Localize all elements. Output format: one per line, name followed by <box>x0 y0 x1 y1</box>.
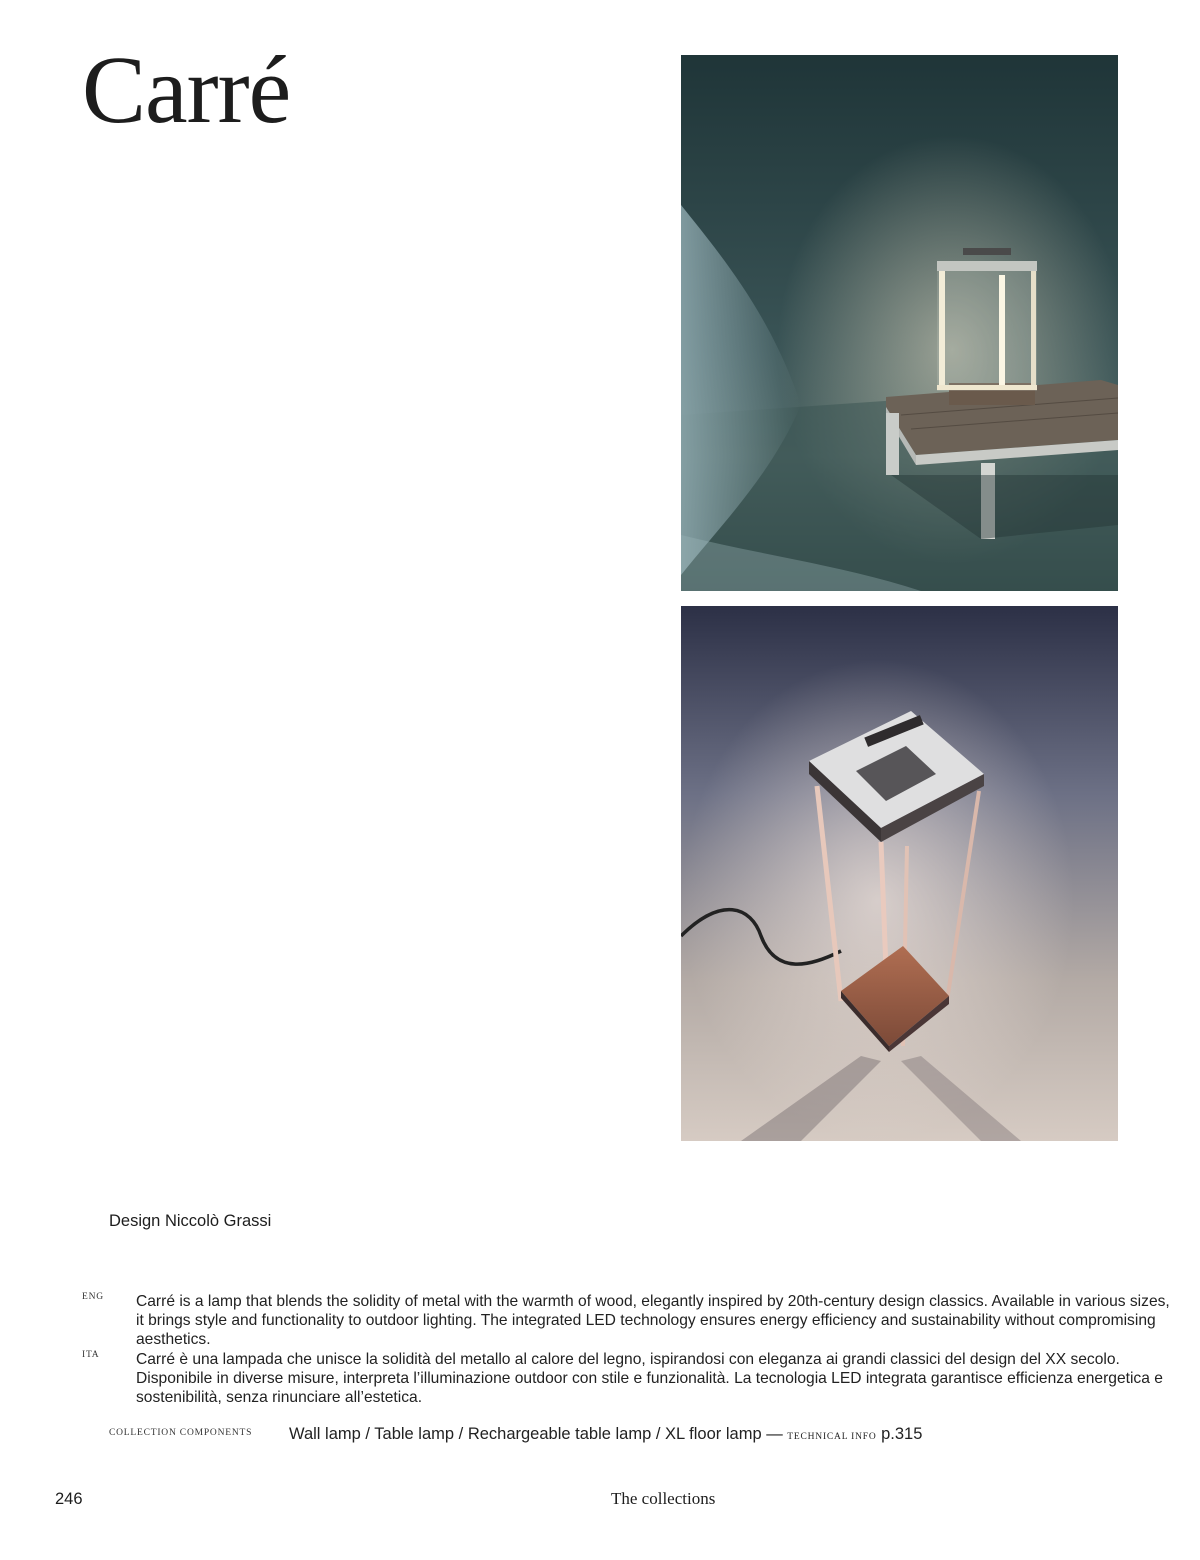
technical-info-label: TECHNICAL INFO <box>787 1432 877 1442</box>
language-tag-eng: ENG <box>82 1292 104 1302</box>
components-list: Wall lamp / Table lamp / Rechargeable table lamp / XL floor lamp — <box>289 1425 783 1443</box>
description-english: Carré is a lamp that blends the solidity of metal with the warmth of wood, elegantly inspired by 20th-century design classics. Available in various sizes, it brings style and functionality to outdoor lighting. The integrated LED technology ensures energy efficiency and sustainability without compromising aesthetics. <box>136 1293 1170 1348</box>
page-title: Carré <box>82 36 291 143</box>
language-tag-ita: ITA <box>82 1350 100 1360</box>
technical-info-page-link[interactable]: p.315 <box>881 1425 923 1443</box>
lamp-on-floor-photo <box>681 606 1118 1141</box>
description-italian: Carré è una lampada che unisce la solidità del metallo al calore del legno, ispirandosi con eleganza ai grandi classici del design del XX secolo. Disponibile in diverse misure, interpreta l’illuminazione outdoor con stile e funzionalità. La tecnologia LED integrata garantisce efficienza energetica e sostenibilità, senza rinunciare all’estetica. <box>136 1351 1163 1406</box>
lamp-on-table-photo <box>681 55 1118 591</box>
section-title: The collections <box>611 1489 716 1508</box>
page-number: 246 <box>55 1490 83 1508</box>
collection-components-label: COLLECTION COMPONENTS <box>109 1428 253 1438</box>
collection-components-line <box>289 1425 922 1444</box>
design-credit: Design Niccolò Grassi <box>109 1212 272 1230</box>
